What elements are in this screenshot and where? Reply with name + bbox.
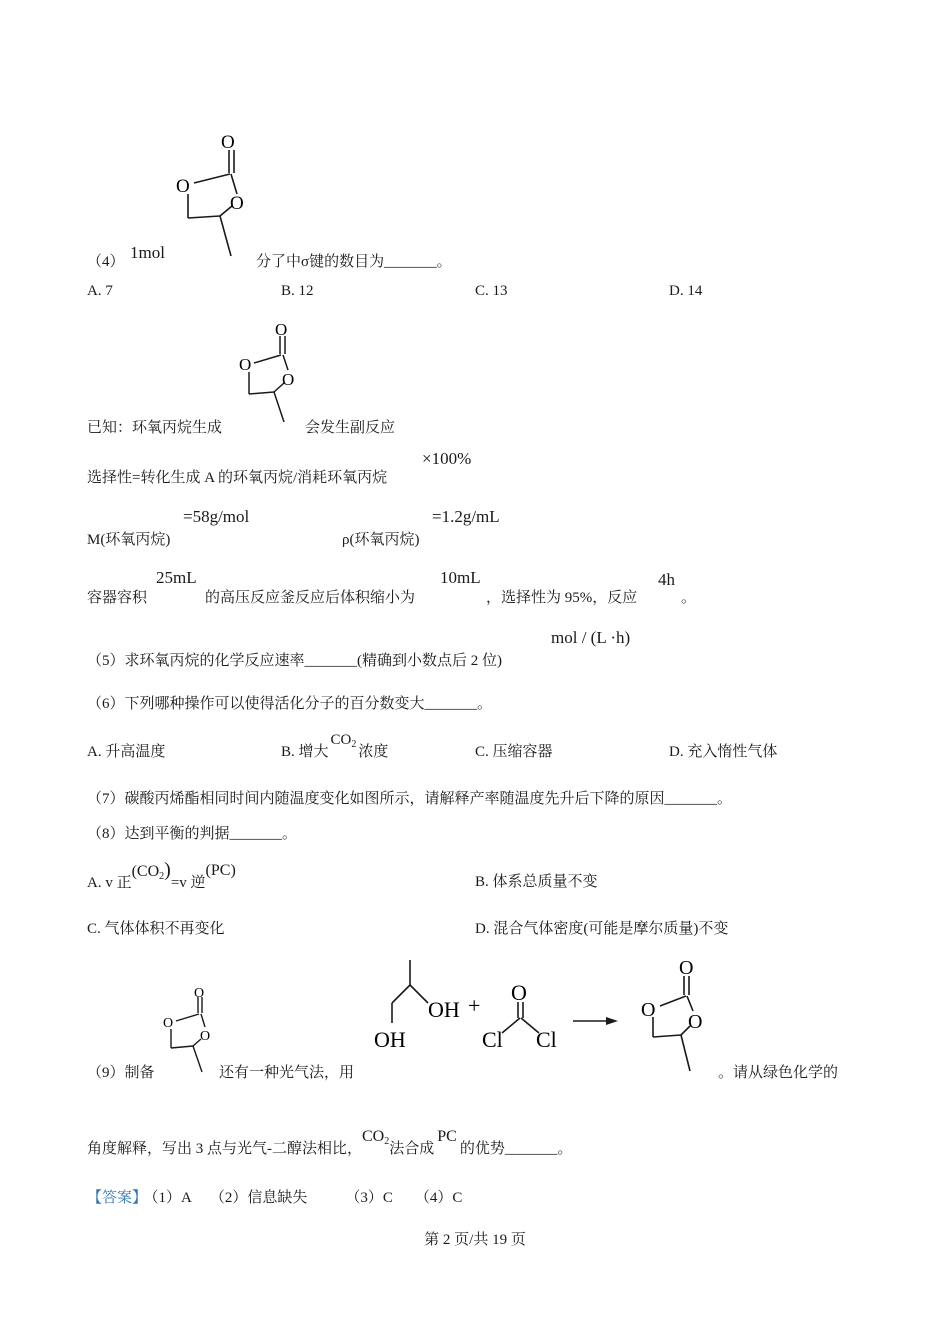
q8-end: 。 xyxy=(282,826,298,842)
q6-option-b-co2: $CO_2$ xyxy=(330,732,357,750)
ring-oxygen-right: O xyxy=(200,1029,211,1044)
q8-option-a-pc: (PC) xyxy=(205,862,236,879)
carbonyl-oxygen: O xyxy=(221,132,235,153)
answer-1: （1）A xyxy=(151,1190,192,1206)
q6-option-b-pre: B. 增大 xyxy=(281,744,329,760)
product-ring-oxygen-right: O xyxy=(688,1011,703,1033)
diol-oh-right: OH xyxy=(428,997,460,1022)
q4-option-d: D. 14 xyxy=(669,283,703,299)
molar-mass-value: =58g/mol xyxy=(183,507,250,526)
phosgene-oxygen: O xyxy=(511,980,527,1005)
q9-suffix: 。请从绿色化学的 xyxy=(718,1065,839,1081)
ring-oxygen-left: O xyxy=(239,355,252,374)
known-prefix: 已知：环氧丙烷生成 xyxy=(87,420,223,436)
q4-stem xyxy=(256,250,452,271)
q6-stem: （6）下列哪种操作可以使得活化分子的百分数变大 xyxy=(87,696,425,712)
q5-tail: (精确到小数点后 2 位) xyxy=(357,653,503,669)
known-suffix: 会发生副反应 xyxy=(305,420,396,436)
ring-oxygen-left: O xyxy=(176,176,190,197)
q9-prefix: （9）制备 xyxy=(87,1065,155,1081)
q8-option-a-mid: =v 逆 xyxy=(170,875,206,891)
q8-blank: _______ xyxy=(229,826,283,842)
q8-option-a-pre: A. v 正 xyxy=(87,875,132,891)
q8-option-d: D. 混合气体密度(可能是摩尔质量)不变 xyxy=(475,921,729,937)
q7-blank: _______ xyxy=(664,791,718,807)
q6-option-b-post: 浓度 xyxy=(358,744,389,760)
q8-option-c: C. 气体体积不再变化 xyxy=(87,921,225,937)
q4-option-c: C. 13 xyxy=(475,283,508,299)
selectivity-definition: 选择性=转化生成 A 的环氧丙烷/消耗环氧丙烷 xyxy=(87,470,388,486)
vessel-text-a: 容器容积 xyxy=(87,590,148,606)
product-carbonyl-oxygen: O xyxy=(679,957,694,979)
q6-end: 。 xyxy=(477,696,493,712)
q5-text xyxy=(87,649,502,670)
q9-line2-pre: 角度解释，写出 3 点与光气-二醇法相比， xyxy=(87,1141,362,1157)
q9-line2-mid: 法合成 xyxy=(389,1141,435,1157)
q4-number: （4） xyxy=(87,254,125,270)
vessel-volume-after: 10mL xyxy=(440,568,481,587)
reaction-time: 4h xyxy=(658,570,675,589)
q4-option-b: B. 12 xyxy=(281,283,314,299)
propylene-carbonate-structure-3 xyxy=(160,982,220,1077)
q9-line2 xyxy=(87,1128,573,1159)
q8-text xyxy=(87,822,297,843)
phosgene-cl-left: Cl xyxy=(482,1027,503,1052)
carbonyl-oxygen: O xyxy=(194,986,205,1001)
density-value: =1.2g/mL xyxy=(432,507,500,526)
q8-option-a xyxy=(87,859,236,893)
q5-blank: _______ xyxy=(304,653,358,669)
answer-4: （4）C xyxy=(414,1190,463,1206)
q5-unit: mol / (L ·h) xyxy=(551,628,631,647)
q6-text xyxy=(87,692,492,713)
q9-blank: _______ xyxy=(504,1141,558,1157)
q8-option-b: B. 体系总质量不变 xyxy=(475,874,598,890)
q4-mol-label: 1mol xyxy=(130,243,165,262)
phosgene-reaction-scheme xyxy=(370,955,720,1080)
answer-3: （3）C xyxy=(345,1190,393,1206)
q7-text xyxy=(87,787,732,808)
q9-mid: 还有一种光气法，用 xyxy=(219,1065,355,1081)
molar-mass-label: M(环氧丙烷) xyxy=(87,532,171,548)
page-footer: 第 2 页/共 19 页 xyxy=(424,1232,526,1248)
q6-option-b xyxy=(281,732,389,762)
diol-oh-bottom: OH xyxy=(374,1027,406,1052)
q4-end: 。 xyxy=(436,254,452,270)
ring-oxygen-right: O xyxy=(282,370,295,389)
propylene-carbonate-structure-1 xyxy=(168,128,248,263)
q7-end: 。 xyxy=(717,791,733,807)
q9-end: 。 xyxy=(557,1141,573,1157)
q8-stem: （8）达到平衡的判据 xyxy=(87,826,230,842)
phosgene-cl-right: Cl xyxy=(536,1027,557,1052)
q6-option-c: C. 压缩容器 xyxy=(475,744,553,760)
q4-stem-text: 分了中σ键的数目为 xyxy=(256,254,385,270)
plus-sign: + xyxy=(468,993,481,1018)
q6-option-d: D. 充入惰性气体 xyxy=(669,744,778,760)
q4-blank: _______ xyxy=(384,254,437,270)
vessel-text-c: ，选择性为 95%，反应 xyxy=(486,590,638,606)
answer-tag: 【答案】 xyxy=(87,1190,148,1206)
vessel-volume: 25mL xyxy=(156,568,197,587)
q6-blank: _______ xyxy=(424,696,478,712)
q7-stem: （7）碳酸丙烯酯相同时间内随温度变化如图所示，请解释产率随温度先升后下降的原因 xyxy=(87,791,665,807)
density-label: ρ(环氧丙烷) xyxy=(342,532,420,548)
q5-stem: （5）求环氧丙烷的化学反应速率 xyxy=(87,653,305,669)
q9-line2-co2: $CO_2$ xyxy=(362,1128,390,1147)
ring-oxygen-right: O xyxy=(230,193,244,214)
product-ring-oxygen-left: O xyxy=(641,999,656,1021)
propylene-carbonate-structure-2 xyxy=(236,318,306,428)
ring-oxygen-left: O xyxy=(163,1016,174,1031)
carbonyl-oxygen: O xyxy=(275,320,288,339)
q9-line2-post: 的优势 xyxy=(459,1141,505,1157)
times-100-percent: ×100% xyxy=(422,449,472,468)
answer-2: （2）信息缺失 xyxy=(209,1190,308,1206)
vessel-text-b: 的高压反应釜反应后体积缩小为 xyxy=(205,590,416,606)
q8-option-a-co2: $(CO_2)$ xyxy=(131,859,171,882)
q9-line2-pc: PC xyxy=(437,1128,457,1145)
q6-option-a: A. 升高温度 xyxy=(87,744,166,760)
answer-line xyxy=(87,1186,462,1207)
q4-option-a: A. 7 xyxy=(87,283,113,299)
vessel-period: 。 xyxy=(681,590,697,606)
